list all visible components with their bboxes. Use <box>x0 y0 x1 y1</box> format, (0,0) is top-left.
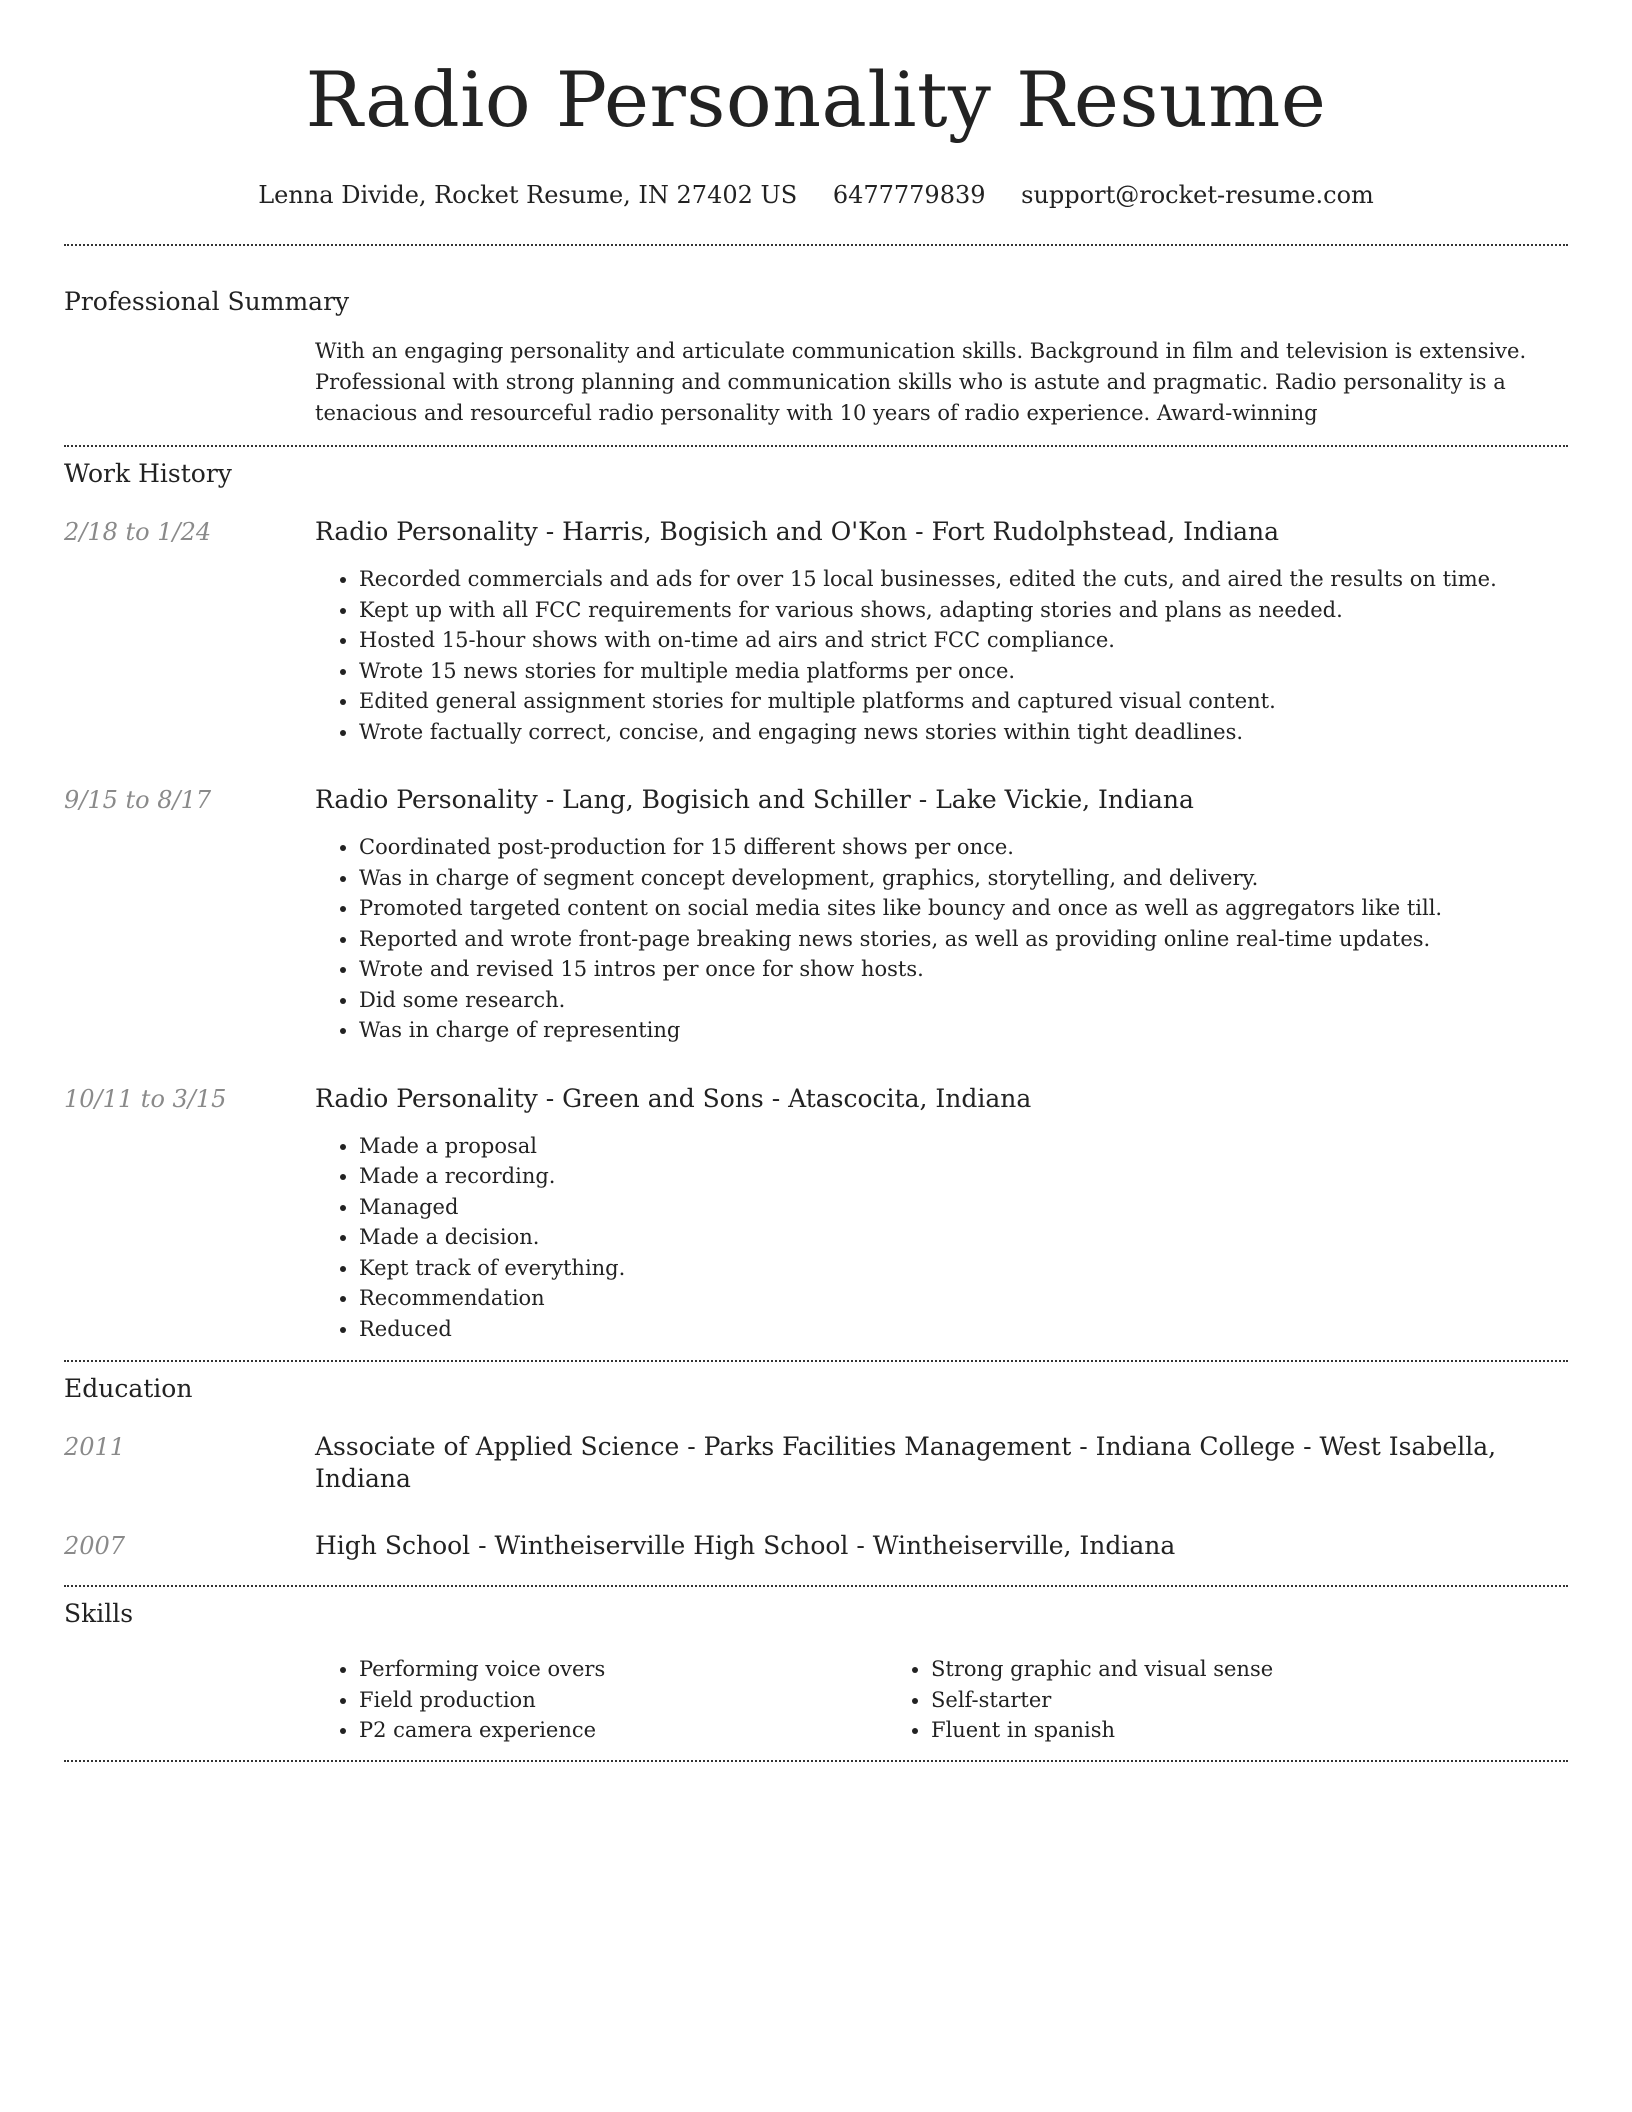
list-item: • Fluent in spanish <box>931 1715 1459 1746</box>
education-year: 2011 <box>64 1433 126 1461</box>
divider <box>64 1760 1568 1762</box>
summary-section <box>64 246 1568 429</box>
skills-heading: Skills <box>64 1599 134 1628</box>
list-item: • Made a recording. <box>359 1161 1568 1192</box>
contact-phone: 6477779839 <box>832 181 986 209</box>
list-item: • Strong graphic and visual sense <box>931 1654 1459 1685</box>
education-section <box>64 1362 1568 1562</box>
list-item: • Wrote factually correct, concise, and engaging news stories within tight deadlines. <box>359 717 1568 748</box>
job-entry <box>64 1083 1568 1345</box>
job-bullets <box>315 564 1568 747</box>
education-entry <box>64 1431 1568 1495</box>
contact-address: Lenna Divide, Rocket Resume, IN 27402 US <box>258 181 798 209</box>
list-item: • Made a decision. <box>359 1222 1568 1253</box>
summary-text: With an engaging personality and articulate communication skills. Background in film and television is extensive. Professional with strong planning and communication skills who is astute and pragmatic. Radio personality is a tenacious and resourceful radio personality with 10 years of radio experience. Award-winning <box>315 339 1527 425</box>
list-item: • Wrote 15 news stories for multiple media platforms per once. <box>359 656 1568 687</box>
list-item: • Kept track of everything. <box>359 1253 1568 1284</box>
skills-grid <box>315 1654 1568 1746</box>
skills-list-right <box>887 1654 1459 1746</box>
list-item: • Recorded commercials and ads for over 15 local businesses, edited the cuts, and aired the results on time. <box>359 564 1568 595</box>
education-entry <box>64 1530 1568 1562</box>
job-dates: 2/18 to 1/24 <box>64 518 212 546</box>
education-heading: Education <box>64 1374 193 1403</box>
list-item: • Edited general assignment stories for multiple platforms and captured visual content. <box>359 686 1568 717</box>
list-item: • P2 camera experience <box>359 1715 887 1746</box>
education-text: Associate of Applied Science - Parks Facilities Management - Indiana College - West Isabella, Indiana <box>315 1432 1497 1493</box>
job-dates: 10/11 to 3/15 <box>64 1084 227 1113</box>
education-year: 2007 <box>64 1532 126 1560</box>
skills-list-left <box>315 1654 887 1746</box>
list-item: • Did some research. <box>359 985 1568 1016</box>
contact-line <box>64 180 1568 210</box>
job-title: Radio Personality - Harris, Bogisich and O'Kon - Fort Rudolphstead, Indiana <box>315 517 1279 546</box>
list-item: • Performing voice overs <box>359 1654 887 1685</box>
job-dates: 9/15 to 8/17 <box>64 786 212 814</box>
list-item: • Field production <box>359 1685 887 1716</box>
summary-spacer <box>64 336 315 429</box>
job-title: Radio Personality - Green and Sons - Atascocita, Indiana <box>315 1083 1032 1113</box>
list-item: • Self-starter <box>931 1685 1459 1716</box>
list-item: • Wrote and revised 15 intros per once for show hosts. <box>359 954 1568 985</box>
job-bullets <box>315 832 1568 1046</box>
list-item: • Kept up with all FCC requirements for various shows, adapting stories and plans as needed. <box>359 595 1568 626</box>
job-entry <box>64 516 1568 747</box>
work-heading: Work History <box>64 459 232 488</box>
list-item: • Coordinated post-production for 15 different shows per once. <box>359 832 1568 863</box>
list-item: • Was in charge of representing <box>359 1015 1568 1046</box>
contact-email: support@rocket-resume.com <box>1021 181 1374 209</box>
job-title: Radio Personality - Lang, Bogisich and Schiller - Lake Vickie, Indiana <box>315 785 1194 814</box>
list-item: • Hosted 15-hour shows with on-time ad airs and strict FCC compliance. <box>359 625 1568 656</box>
page-title: Radio Personality Resume <box>305 55 1327 144</box>
job-entry <box>64 784 1568 1046</box>
list-item: • Reported and wrote front-page breaking news stories, as well as providing online real-time updates. <box>359 924 1568 955</box>
work-section <box>64 447 1568 1344</box>
summary-heading: Professional Summary <box>64 287 350 316</box>
list-item: • Was in charge of segment concept development, graphics, storytelling, and delivery. <box>359 863 1568 894</box>
skills-section <box>64 1587 1568 1746</box>
education-text: High School - Wintheiserville High School - Wintheiserville, Indiana <box>315 1531 1176 1560</box>
list-item: • Reduced <box>359 1314 1568 1345</box>
job-bullets <box>315 1131 1568 1345</box>
list-item: • Managed <box>359 1192 1568 1223</box>
list-item: • Promoted targeted content on social media sites like bouncy and once as well as aggregators like till. <box>359 893 1568 924</box>
skills-spacer <box>64 1654 315 1746</box>
list-item: • Recommendation <box>359 1283 1568 1314</box>
list-item: • Made a proposal <box>359 1131 1568 1162</box>
